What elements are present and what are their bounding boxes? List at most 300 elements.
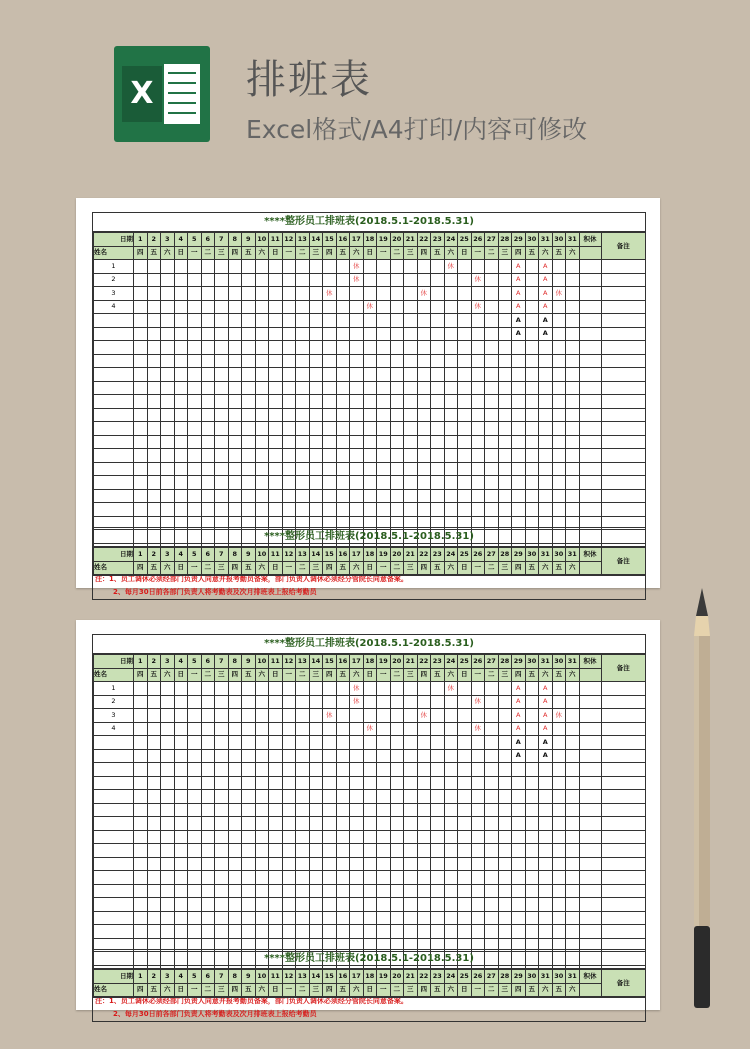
schedule-cell[interactable] <box>296 476 310 490</box>
schedule-cell[interactable] <box>363 260 377 274</box>
schedule-cell[interactable] <box>269 354 283 368</box>
schedule-cell[interactable] <box>94 844 134 858</box>
schedule-cell[interactable] <box>552 857 566 871</box>
schedule-cell[interactable] <box>525 408 539 422</box>
schedule-cell[interactable] <box>350 489 364 503</box>
schedule-cell[interactable] <box>601 763 646 777</box>
schedule-cell[interactable] <box>269 817 283 831</box>
schedule-cell[interactable] <box>601 871 646 885</box>
schedule-cell[interactable]: A <box>512 300 526 314</box>
schedule-cell[interactable] <box>188 449 202 463</box>
schedule-cell[interactable] <box>188 911 202 925</box>
schedule-cell[interactable] <box>512 354 526 368</box>
schedule-cell[interactable] <box>498 341 512 355</box>
schedule-cell[interactable] <box>601 327 646 341</box>
schedule-cell[interactable]: A <box>539 300 553 314</box>
schedule-cell[interactable] <box>147 368 161 382</box>
schedule-cell[interactable] <box>471 287 485 301</box>
schedule-cell[interactable] <box>458 287 472 301</box>
schedule-cell[interactable] <box>269 314 283 328</box>
schedule-cell[interactable] <box>201 857 215 871</box>
schedule-cell[interactable] <box>512 884 526 898</box>
schedule-cell[interactable] <box>134 489 148 503</box>
schedule-cell[interactable] <box>363 503 377 517</box>
schedule-cell[interactable] <box>579 695 601 709</box>
schedule-cell[interactable] <box>134 830 148 844</box>
schedule-cell[interactable] <box>323 368 337 382</box>
schedule-cell[interactable] <box>269 260 283 274</box>
schedule-cell[interactable] <box>242 857 256 871</box>
schedule-cell[interactable] <box>174 925 188 939</box>
schedule-cell[interactable] <box>309 682 323 696</box>
schedule-cell[interactable] <box>350 898 364 912</box>
schedule-cell[interactable] <box>471 830 485 844</box>
schedule-cell[interactable] <box>336 503 350 517</box>
schedule-cell[interactable] <box>215 776 229 790</box>
schedule-cell[interactable] <box>309 790 323 804</box>
schedule-cell[interactable] <box>147 449 161 463</box>
schedule-cell[interactable] <box>336 844 350 858</box>
schedule-cell[interactable] <box>512 776 526 790</box>
schedule-cell[interactable] <box>215 314 229 328</box>
schedule-cell[interactable] <box>525 817 539 831</box>
schedule-cell[interactable] <box>336 763 350 777</box>
schedule-cell[interactable] <box>134 354 148 368</box>
schedule-cell[interactable] <box>471 871 485 885</box>
schedule-cell[interactable] <box>363 368 377 382</box>
schedule-cell[interactable] <box>552 749 566 763</box>
schedule-cell[interactable] <box>147 763 161 777</box>
schedule-cell[interactable] <box>134 763 148 777</box>
schedule-cell[interactable] <box>601 884 646 898</box>
schedule-cell[interactable] <box>269 844 283 858</box>
schedule-cell[interactable] <box>201 462 215 476</box>
schedule-cell[interactable] <box>539 844 553 858</box>
schedule-cell[interactable] <box>188 489 202 503</box>
schedule-cell[interactable] <box>552 489 566 503</box>
schedule-cell[interactable] <box>350 314 364 328</box>
schedule-cell[interactable] <box>201 722 215 736</box>
schedule-cell[interactable] <box>309 830 323 844</box>
schedule-cell[interactable] <box>566 817 580 831</box>
schedule-cell[interactable] <box>601 695 646 709</box>
schedule-cell[interactable] <box>566 503 580 517</box>
schedule-cell[interactable] <box>174 260 188 274</box>
schedule-cell[interactable] <box>161 327 175 341</box>
schedule-cell[interactable] <box>309 898 323 912</box>
schedule-cell[interactable] <box>350 925 364 939</box>
schedule-cell[interactable] <box>444 273 458 287</box>
schedule-cell[interactable] <box>363 830 377 844</box>
schedule-cell[interactable] <box>552 830 566 844</box>
schedule-cell[interactable] <box>201 368 215 382</box>
schedule-cell[interactable] <box>404 884 418 898</box>
schedule-cell[interactable] <box>552 368 566 382</box>
schedule-cell[interactable] <box>174 844 188 858</box>
schedule-cell[interactable]: A <box>539 273 553 287</box>
schedule-cell[interactable] <box>566 300 580 314</box>
schedule-cell[interactable] <box>134 408 148 422</box>
schedule-cell[interactable] <box>458 503 472 517</box>
schedule-cell[interactable] <box>282 273 296 287</box>
schedule-cell[interactable] <box>174 287 188 301</box>
schedule-cell[interactable] <box>363 287 377 301</box>
schedule-cell[interactable] <box>552 327 566 341</box>
schedule-cell[interactable] <box>134 287 148 301</box>
schedule-cell[interactable] <box>417 327 431 341</box>
schedule-cell[interactable] <box>566 354 580 368</box>
schedule-cell[interactable] <box>147 736 161 750</box>
schedule-cell[interactable] <box>242 368 256 382</box>
schedule-cell[interactable] <box>390 408 404 422</box>
schedule-cell[interactable] <box>512 830 526 844</box>
schedule-cell[interactable] <box>255 408 269 422</box>
schedule-cell[interactable] <box>269 776 283 790</box>
schedule-cell[interactable] <box>539 368 553 382</box>
schedule-cell[interactable] <box>525 695 539 709</box>
schedule-cell[interactable] <box>323 462 337 476</box>
schedule-cell[interactable] <box>215 803 229 817</box>
schedule-cell[interactable] <box>363 381 377 395</box>
schedule-cell[interactable] <box>188 287 202 301</box>
schedule-cell[interactable] <box>579 341 601 355</box>
schedule-cell[interactable] <box>215 871 229 885</box>
schedule-cell[interactable] <box>377 368 391 382</box>
schedule-cell[interactable] <box>485 449 499 463</box>
schedule-cell[interactable] <box>377 287 391 301</box>
schedule-cell[interactable] <box>471 857 485 871</box>
schedule-cell[interactable] <box>498 722 512 736</box>
schedule-cell[interactable] <box>147 462 161 476</box>
schedule-cell[interactable] <box>458 368 472 382</box>
schedule-cell[interactable] <box>161 381 175 395</box>
schedule-cell[interactable] <box>215 503 229 517</box>
schedule-cell[interactable] <box>242 790 256 804</box>
schedule-cell[interactable] <box>215 709 229 723</box>
schedule-cell[interactable] <box>161 695 175 709</box>
schedule-cell[interactable] <box>323 273 337 287</box>
schedule-cell[interactable] <box>377 314 391 328</box>
schedule-cell[interactable] <box>161 722 175 736</box>
schedule-cell[interactable] <box>498 381 512 395</box>
schedule-cell[interactable] <box>404 314 418 328</box>
schedule-cell[interactable] <box>444 287 458 301</box>
schedule-cell[interactable] <box>336 395 350 409</box>
schedule-cell[interactable] <box>323 395 337 409</box>
schedule-cell[interactable] <box>404 722 418 736</box>
schedule-cell[interactable] <box>323 449 337 463</box>
schedule-cell[interactable] <box>471 354 485 368</box>
schedule-cell[interactable] <box>390 422 404 436</box>
schedule-cell[interactable] <box>161 287 175 301</box>
schedule-cell[interactable] <box>188 327 202 341</box>
schedule-cell[interactable] <box>539 341 553 355</box>
schedule-cell[interactable] <box>134 435 148 449</box>
schedule-cell[interactable] <box>228 449 242 463</box>
schedule-cell[interactable] <box>471 709 485 723</box>
schedule-cell[interactable] <box>215 749 229 763</box>
schedule-cell[interactable] <box>323 871 337 885</box>
schedule-cell[interactable] <box>363 354 377 368</box>
schedule-cell[interactable] <box>431 911 445 925</box>
schedule-cell[interactable] <box>404 763 418 777</box>
schedule-cell[interactable] <box>282 381 296 395</box>
schedule-cell[interactable] <box>525 898 539 912</box>
schedule-cell[interactable] <box>601 422 646 436</box>
schedule-cell[interactable] <box>215 817 229 831</box>
schedule-cell[interactable] <box>512 763 526 777</box>
schedule-cell[interactable] <box>471 898 485 912</box>
schedule-cell[interactable] <box>161 476 175 490</box>
schedule-cell[interactable] <box>282 300 296 314</box>
schedule-cell[interactable] <box>336 817 350 831</box>
schedule-cell[interactable] <box>525 381 539 395</box>
schedule-cell[interactable] <box>350 884 364 898</box>
schedule-cell[interactable] <box>498 476 512 490</box>
schedule-cell[interactable] <box>552 817 566 831</box>
schedule-cell[interactable] <box>431 314 445 328</box>
schedule-cell[interactable] <box>444 449 458 463</box>
schedule-cell[interactable] <box>579 489 601 503</box>
schedule-cell[interactable] <box>363 273 377 287</box>
schedule-cell[interactable] <box>147 341 161 355</box>
schedule-cell[interactable] <box>579 273 601 287</box>
schedule-cell[interactable] <box>323 476 337 490</box>
schedule-cell[interactable] <box>566 381 580 395</box>
schedule-cell[interactable] <box>390 682 404 696</box>
schedule-cell[interactable] <box>390 341 404 355</box>
schedule-cell[interactable] <box>255 682 269 696</box>
schedule-cell[interactable] <box>404 911 418 925</box>
schedule-cell[interactable] <box>134 844 148 858</box>
schedule-cell[interactable] <box>404 476 418 490</box>
schedule-cell[interactable] <box>417 489 431 503</box>
schedule-cell[interactable]: 休 <box>363 722 377 736</box>
schedule-cell[interactable] <box>498 462 512 476</box>
schedule-cell[interactable] <box>161 462 175 476</box>
schedule-cell[interactable] <box>417 682 431 696</box>
schedule-cell[interactable] <box>458 709 472 723</box>
schedule-cell[interactable] <box>566 898 580 912</box>
schedule-cell[interactable] <box>404 462 418 476</box>
schedule-cell[interactable] <box>147 354 161 368</box>
schedule-cell[interactable] <box>431 898 445 912</box>
schedule-cell[interactable] <box>390 736 404 750</box>
schedule-cell[interactable] <box>269 300 283 314</box>
schedule-cell[interactable] <box>296 354 310 368</box>
schedule-cell[interactable] <box>579 857 601 871</box>
schedule-cell[interactable] <box>404 273 418 287</box>
schedule-cell[interactable] <box>161 260 175 274</box>
schedule-cell[interactable]: 休 <box>471 695 485 709</box>
schedule-cell[interactable] <box>309 368 323 382</box>
schedule-cell[interactable] <box>363 682 377 696</box>
schedule-cell[interactable] <box>94 503 134 517</box>
schedule-cell[interactable] <box>579 871 601 885</box>
schedule-cell[interactable] <box>404 408 418 422</box>
schedule-cell[interactable] <box>147 817 161 831</box>
schedule-cell[interactable] <box>201 709 215 723</box>
schedule-cell[interactable] <box>539 857 553 871</box>
schedule-cell[interactable] <box>458 925 472 939</box>
schedule-cell[interactable] <box>404 287 418 301</box>
schedule-cell[interactable] <box>282 368 296 382</box>
schedule-cell[interactable] <box>296 857 310 871</box>
schedule-cell[interactable] <box>282 830 296 844</box>
schedule-cell[interactable] <box>94 489 134 503</box>
schedule-cell[interactable] <box>174 776 188 790</box>
schedule-cell[interactable] <box>444 736 458 750</box>
schedule-cell[interactable] <box>431 260 445 274</box>
schedule-cell[interactable] <box>174 898 188 912</box>
schedule-cell[interactable] <box>471 435 485 449</box>
schedule-cell[interactable] <box>539 803 553 817</box>
schedule-cell[interactable] <box>512 395 526 409</box>
schedule-cell[interactable] <box>566 763 580 777</box>
schedule-cell[interactable] <box>458 911 472 925</box>
schedule-cell[interactable] <box>444 830 458 844</box>
schedule-cell[interactable] <box>201 354 215 368</box>
schedule-cell[interactable] <box>228 790 242 804</box>
schedule-cell[interactable] <box>498 287 512 301</box>
schedule-cell[interactable] <box>323 925 337 939</box>
schedule-cell[interactable]: A <box>539 682 553 696</box>
schedule-cell[interactable] <box>282 435 296 449</box>
schedule-cell[interactable] <box>552 314 566 328</box>
schedule-cell[interactable] <box>390 911 404 925</box>
schedule-cell[interactable] <box>161 790 175 804</box>
schedule-cell[interactable] <box>601 368 646 382</box>
schedule-cell[interactable] <box>228 489 242 503</box>
schedule-cell[interactable] <box>512 381 526 395</box>
schedule-cell[interactable] <box>336 803 350 817</box>
schedule-cell[interactable] <box>377 830 391 844</box>
schedule-cell[interactable] <box>552 911 566 925</box>
schedule-cell[interactable] <box>377 476 391 490</box>
schedule-cell[interactable] <box>458 695 472 709</box>
schedule-cell[interactable] <box>525 682 539 696</box>
schedule-cell[interactable] <box>309 749 323 763</box>
schedule-cell[interactable] <box>417 341 431 355</box>
schedule-cell[interactable] <box>552 722 566 736</box>
schedule-cell[interactable] <box>336 925 350 939</box>
schedule-cell[interactable] <box>242 273 256 287</box>
schedule-cell[interactable] <box>188 749 202 763</box>
employee-name[interactable]: 1 <box>94 682 134 696</box>
schedule-cell[interactable] <box>269 898 283 912</box>
schedule-cell[interactable] <box>255 395 269 409</box>
schedule-cell[interactable] <box>601 844 646 858</box>
schedule-cell[interactable] <box>336 287 350 301</box>
schedule-cell[interactable] <box>336 462 350 476</box>
schedule-cell[interactable] <box>201 830 215 844</box>
schedule-cell[interactable] <box>309 489 323 503</box>
schedule-cell[interactable] <box>552 462 566 476</box>
schedule-cell[interactable] <box>471 368 485 382</box>
schedule-cell[interactable] <box>471 476 485 490</box>
schedule-cell[interactable] <box>579 422 601 436</box>
schedule-cell[interactable] <box>471 817 485 831</box>
schedule-cell[interactable] <box>363 476 377 490</box>
schedule-cell[interactable] <box>282 709 296 723</box>
schedule-cell[interactable] <box>161 489 175 503</box>
schedule-cell[interactable] <box>566 435 580 449</box>
schedule-cell[interactable] <box>323 736 337 750</box>
schedule-cell[interactable] <box>539 422 553 436</box>
schedule-cell[interactable] <box>336 422 350 436</box>
schedule-cell[interactable] <box>458 273 472 287</box>
schedule-cell[interactable] <box>498 830 512 844</box>
schedule-cell[interactable] <box>336 300 350 314</box>
schedule-cell[interactable] <box>161 763 175 777</box>
schedule-cell[interactable] <box>255 803 269 817</box>
schedule-cell[interactable] <box>363 817 377 831</box>
schedule-cell[interactable] <box>377 435 391 449</box>
schedule-cell[interactable] <box>601 736 646 750</box>
employee-name[interactable]: 2 <box>94 273 134 287</box>
schedule-cell[interactable] <box>552 682 566 696</box>
schedule-cell[interactable] <box>390 449 404 463</box>
schedule-cell[interactable] <box>417 408 431 422</box>
schedule-cell[interactable] <box>161 408 175 422</box>
schedule-cell[interactable] <box>498 763 512 777</box>
schedule-cell[interactable]: 休 <box>471 722 485 736</box>
schedule-cell[interactable] <box>282 408 296 422</box>
schedule-cell[interactable] <box>431 790 445 804</box>
schedule-cell[interactable] <box>485 503 499 517</box>
schedule-cell[interactable] <box>444 695 458 709</box>
schedule-cell[interactable] <box>255 722 269 736</box>
schedule-cell[interactable] <box>579 354 601 368</box>
schedule-cell[interactable] <box>323 803 337 817</box>
schedule-cell[interactable] <box>161 844 175 858</box>
schedule-cell[interactable] <box>323 695 337 709</box>
schedule-cell[interactable] <box>458 722 472 736</box>
schedule-cell[interactable] <box>255 749 269 763</box>
schedule-cell[interactable] <box>525 260 539 274</box>
schedule-cell[interactable] <box>242 803 256 817</box>
schedule-cell[interactable] <box>552 695 566 709</box>
schedule-cell[interactable] <box>512 408 526 422</box>
schedule-cell[interactable] <box>215 695 229 709</box>
schedule-cell[interactable]: A <box>539 709 553 723</box>
schedule-cell[interactable] <box>377 871 391 885</box>
schedule-cell[interactable] <box>296 503 310 517</box>
schedule-cell[interactable] <box>417 871 431 885</box>
schedule-cell[interactable] <box>444 911 458 925</box>
schedule-cell[interactable] <box>215 327 229 341</box>
schedule-cell[interactable] <box>350 354 364 368</box>
schedule-cell[interactable] <box>431 300 445 314</box>
schedule-cell[interactable] <box>336 682 350 696</box>
schedule-cell[interactable] <box>269 476 283 490</box>
schedule-cell[interactable] <box>579 368 601 382</box>
schedule-cell[interactable] <box>458 354 472 368</box>
schedule-cell[interactable] <box>377 722 391 736</box>
schedule-cell[interactable] <box>579 300 601 314</box>
schedule-cell[interactable] <box>417 476 431 490</box>
schedule-cell[interactable] <box>377 341 391 355</box>
schedule-cell[interactable] <box>417 314 431 328</box>
schedule-cell[interactable]: A <box>512 682 526 696</box>
schedule-cell[interactable] <box>215 489 229 503</box>
schedule-cell[interactable] <box>431 682 445 696</box>
schedule-cell[interactable] <box>566 830 580 844</box>
schedule-cell[interactable] <box>552 476 566 490</box>
schedule-cell[interactable]: 休 <box>417 287 431 301</box>
schedule-cell[interactable] <box>601 911 646 925</box>
schedule-cell[interactable] <box>350 300 364 314</box>
